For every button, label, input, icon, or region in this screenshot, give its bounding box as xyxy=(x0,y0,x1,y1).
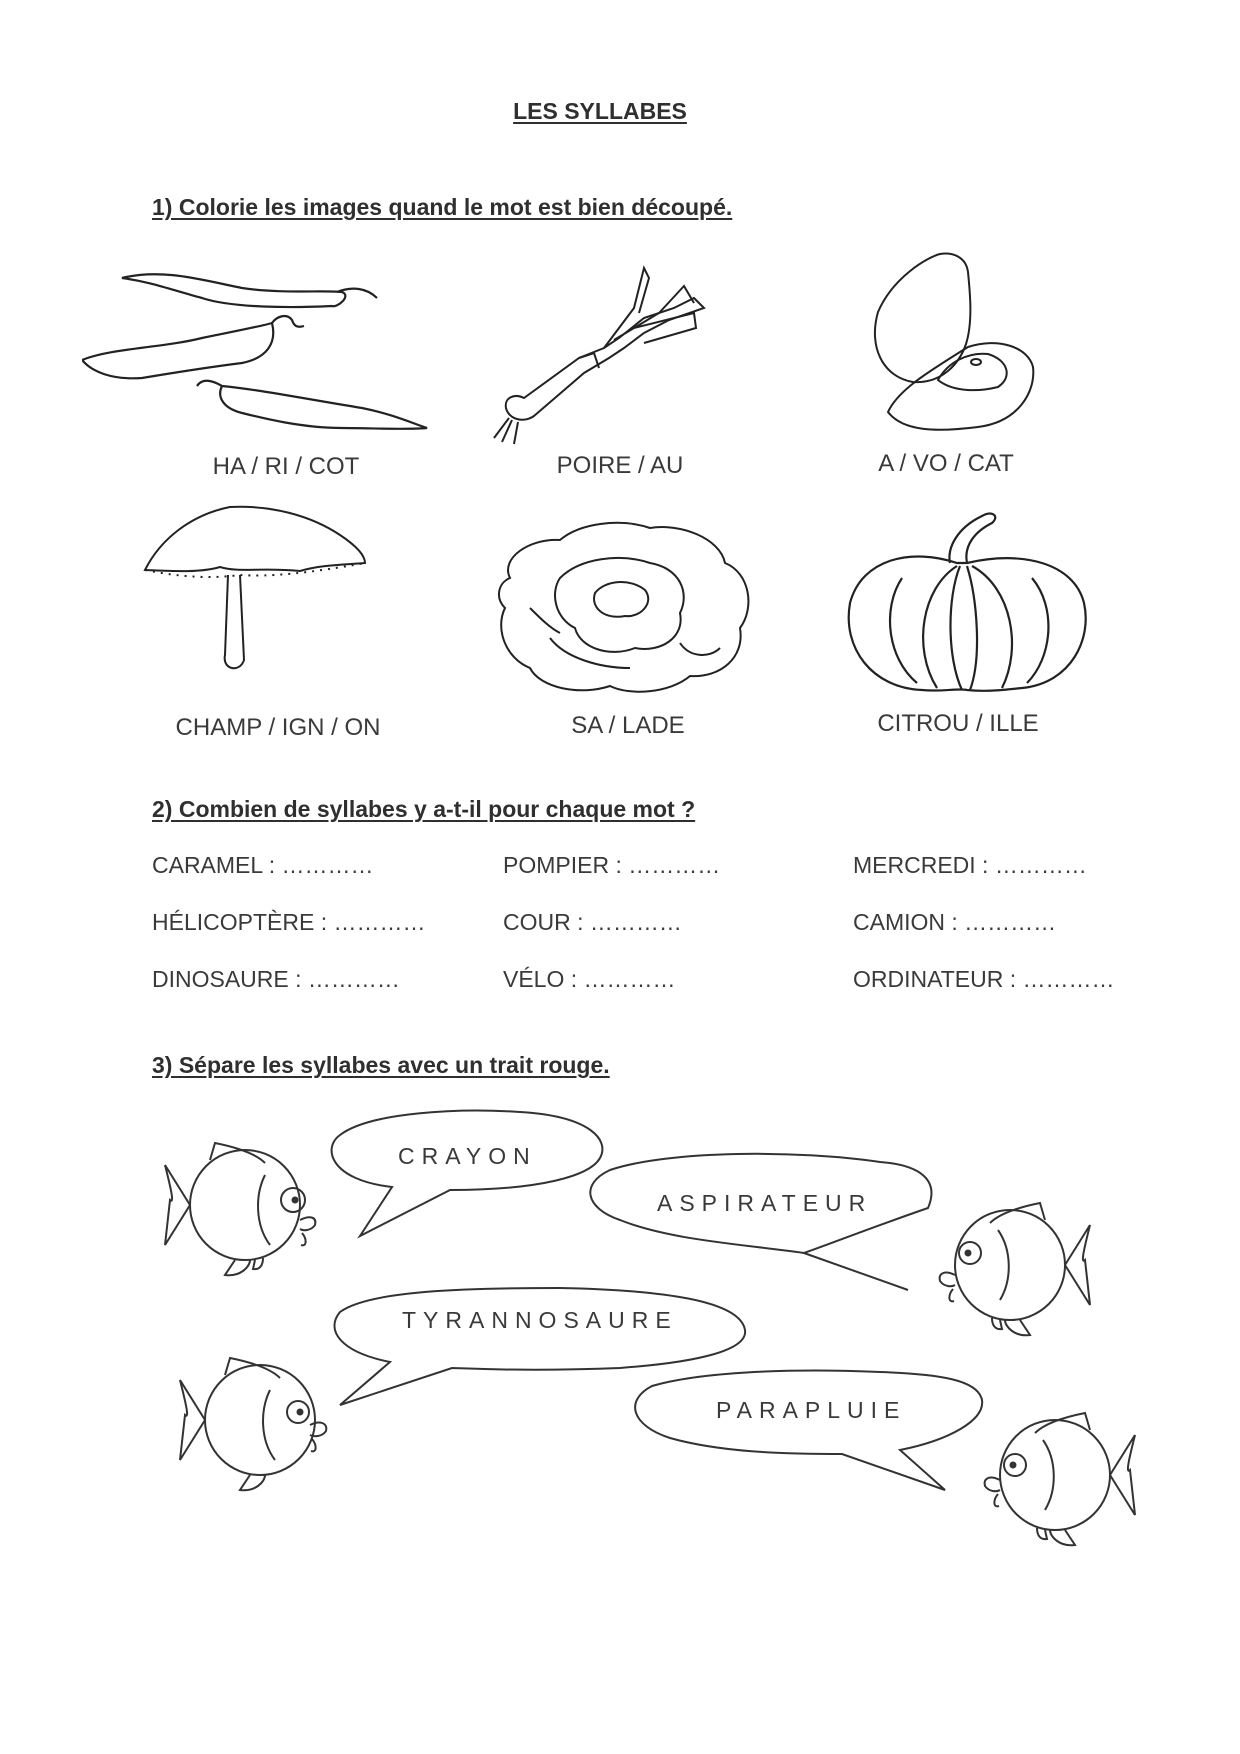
page-title: LES SYLLABES xyxy=(513,98,687,124)
answer-blank[interactable]: ………… xyxy=(628,852,721,878)
label-champignon: CHAMP / IGN / ON xyxy=(175,714,381,741)
word-label: POMPIER xyxy=(503,852,610,878)
bubble-word-tyrannosaure[interactable]: TYRANNOSAURE xyxy=(402,1307,678,1333)
answer-blank[interactable]: ………… xyxy=(589,909,682,935)
word-label: ORDINATEUR xyxy=(853,966,1004,992)
answer-blank[interactable]: ………… xyxy=(1022,966,1115,992)
fish-2-icon xyxy=(940,1203,1090,1335)
bubble-word-crayon[interactable]: CRAYON xyxy=(398,1143,537,1169)
word-label: MERCREDI xyxy=(853,852,976,878)
fish-3-icon xyxy=(180,1358,326,1490)
speech-bubble-crayon xyxy=(332,1111,603,1236)
word-label: CAMION xyxy=(853,909,945,935)
answer-blank[interactable]: ………… xyxy=(281,852,374,878)
answer-blank[interactable]: ………… xyxy=(964,909,1057,935)
syllable-count-mercredi[interactable]: MERCREDI : ………… xyxy=(853,852,1087,878)
label-poireau: POIRE / AU xyxy=(556,452,684,479)
bubble-word-parapluie[interactable]: PARAPLUIE xyxy=(716,1397,907,1423)
label-avocat: A / VO / CAT xyxy=(878,450,1014,477)
bubble-word-aspirateur[interactable]: ASPIRATEUR xyxy=(657,1190,873,1216)
exercise-1-heading: 1) Colorie les images quand le mot est bien découpé. xyxy=(152,194,733,220)
syllable-count-cour[interactable]: COUR : ………… xyxy=(503,909,682,935)
label-salade: SA / LADE xyxy=(571,712,685,739)
answer-blank[interactable]: ………… xyxy=(583,966,676,992)
answer-blank[interactable]: ………… xyxy=(994,852,1087,878)
answer-blank[interactable]: ………… xyxy=(307,966,400,992)
label-haricot: HA / RI / COT xyxy=(212,453,360,480)
syllable-count-helicoptere[interactable]: HÉLICOPTÈRE : ………… xyxy=(152,909,426,935)
speech-bubble-parapluie xyxy=(635,1371,982,1490)
fish-4-icon xyxy=(985,1413,1135,1545)
exercise-2-heading: 2) Combien de syllabes y a-t-il pour chaque mot ? xyxy=(152,796,696,822)
speech-bubble-aspirateur xyxy=(590,1154,931,1290)
syllable-count-ordinateur[interactable]: ORDINATEUR : ………… xyxy=(853,966,1115,992)
fish-1-icon xyxy=(165,1143,315,1275)
exercise-3-heading: 3) Sépare les syllabes avec un trait rouge. xyxy=(152,1052,610,1078)
syllable-count-velo[interactable]: VÉLO : ………… xyxy=(503,966,676,992)
word-label: HÉLICOPTÈRE xyxy=(152,909,315,935)
word-label: VÉLO xyxy=(503,966,565,992)
word-label: COUR xyxy=(503,909,571,935)
word-label: CARAMEL xyxy=(152,852,263,878)
syllable-count-caramel[interactable]: CARAMEL : ………… xyxy=(152,852,374,878)
syllable-count-camion[interactable]: CAMION : ………… xyxy=(853,909,1057,935)
word-label: DINOSAURE xyxy=(152,966,289,992)
syllable-count-dinosaure[interactable]: DINOSAURE : ………… xyxy=(152,966,400,992)
label-citrouille: CITROU / ILLE xyxy=(877,710,1039,737)
answer-blank[interactable]: ………… xyxy=(333,909,426,935)
syllable-count-pompier[interactable]: POMPIER : ………… xyxy=(503,852,721,878)
